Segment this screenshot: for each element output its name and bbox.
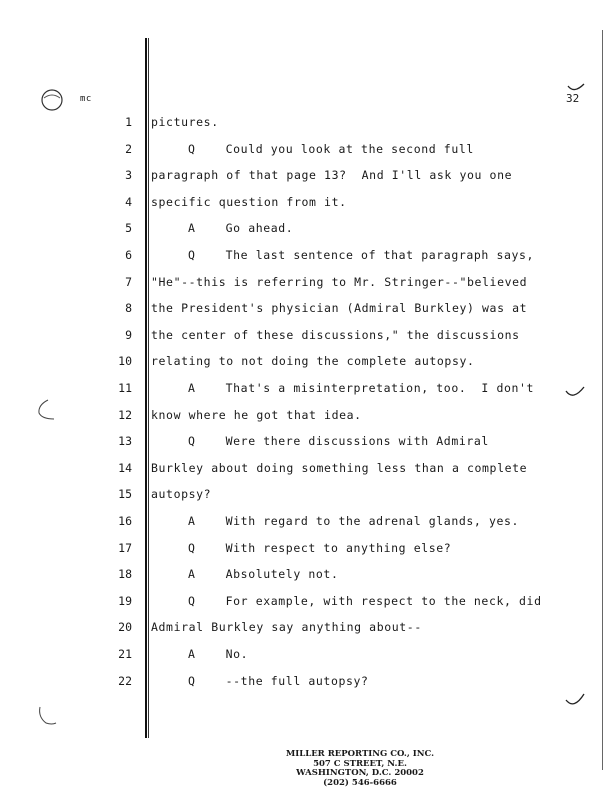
footer-company: MILLER REPORTING CO., INC. xyxy=(285,749,435,759)
transcript-line xyxy=(0,406,612,426)
footer-phone: (202) 546-6666 xyxy=(323,777,397,788)
line-number: 7 xyxy=(125,274,132,289)
line-number: 21 xyxy=(118,647,132,661)
line-text: specific question from it. xyxy=(151,194,347,209)
reporter-footer xyxy=(240,750,480,788)
line-text: the President's physician (Admiral Burkley) was at xyxy=(151,301,528,316)
line-text: relating to not doing the complete autopsy. xyxy=(151,354,475,369)
transcript-line xyxy=(0,379,612,399)
line-number: 5 xyxy=(125,221,132,236)
transcript-line xyxy=(0,193,612,213)
line-text: "He"--this is referring to Mr. Stringer--"believed xyxy=(151,274,528,289)
line-text: Q With respect to anything else? xyxy=(188,540,452,555)
line-text: A That's a misinterpretation, too. I don't xyxy=(188,381,535,395)
punch-hole-icon xyxy=(40,88,66,114)
line-text: autopsy? xyxy=(151,487,212,502)
transcript-line xyxy=(0,273,612,293)
line-number: 8 xyxy=(125,301,132,316)
line-number: 6 xyxy=(125,248,132,262)
line-number: 18 xyxy=(118,567,132,582)
transcript-line xyxy=(0,219,612,239)
line-text: Q Were there discussions with Admiral xyxy=(188,434,489,449)
line-text: pictures. xyxy=(151,115,219,129)
footer-street: 507 C STREET, N.E. xyxy=(313,758,407,769)
transcript-line xyxy=(0,592,612,612)
transcript-line xyxy=(0,539,612,559)
line-text: Burkley about doing something less than a complete xyxy=(151,460,528,475)
line-number: 2 xyxy=(125,141,132,156)
page-number: 32 xyxy=(566,92,580,105)
transcript-line xyxy=(0,166,612,186)
line-text: know where he got that idea. xyxy=(151,407,362,422)
line-number: 10 xyxy=(118,354,132,369)
line-text: A With regard to the adrenal glands, yes. xyxy=(188,514,520,528)
transcript-line xyxy=(0,645,612,665)
transcript-line xyxy=(0,326,612,346)
transcript-line xyxy=(0,512,612,532)
line-number: 9 xyxy=(125,327,132,342)
transcript-line xyxy=(0,113,612,133)
transcript-line xyxy=(0,459,612,479)
line-text: the center of these discussions," the discussions xyxy=(151,327,520,342)
reporter-initials: mc xyxy=(80,94,92,104)
line-number: 15 xyxy=(118,487,132,502)
transcript-line xyxy=(0,565,612,585)
line-number: 4 xyxy=(125,194,132,209)
line-number: 22 xyxy=(118,673,132,688)
line-number: 14 xyxy=(118,460,132,475)
line-text: A No. xyxy=(188,647,249,661)
transcript-line xyxy=(0,485,612,505)
transcript-line xyxy=(0,432,612,452)
line-text: A Absolutely not. xyxy=(188,567,339,582)
line-number: 1 xyxy=(125,115,132,129)
line-number: 11 xyxy=(118,381,132,395)
transcript-line xyxy=(0,299,612,319)
check-mark-icon xyxy=(564,692,586,710)
line-text: Q --the full autopsy? xyxy=(188,673,369,688)
transcript-line xyxy=(0,140,612,160)
line-text: Q For example, with respect to the neck, did xyxy=(188,593,542,608)
line-number: 17 xyxy=(118,540,132,555)
line-number: 20 xyxy=(118,620,132,635)
line-number: 13 xyxy=(118,434,132,449)
line-text: Admiral Burkley say anything about-- xyxy=(151,620,422,635)
transcript-line xyxy=(0,618,612,638)
line-text: A Go ahead. xyxy=(188,221,294,236)
line-text: Q Could you look at the second full xyxy=(188,141,474,156)
line-number: 16 xyxy=(118,514,132,528)
line-text: paragraph of that page 13? And I'll ask you one xyxy=(151,168,513,183)
transcript-line xyxy=(0,246,612,266)
transcript-line xyxy=(0,352,612,372)
footer-city: WASHINGTON, D.C. 20002 xyxy=(296,768,424,778)
line-number: 3 xyxy=(125,168,132,183)
line-number: 12 xyxy=(118,407,132,422)
line-text: Q The last sentence of that paragraph says, xyxy=(188,248,535,262)
line-number: 19 xyxy=(118,593,132,608)
punch-hole-icon xyxy=(34,705,60,731)
transcript-line xyxy=(0,672,612,692)
